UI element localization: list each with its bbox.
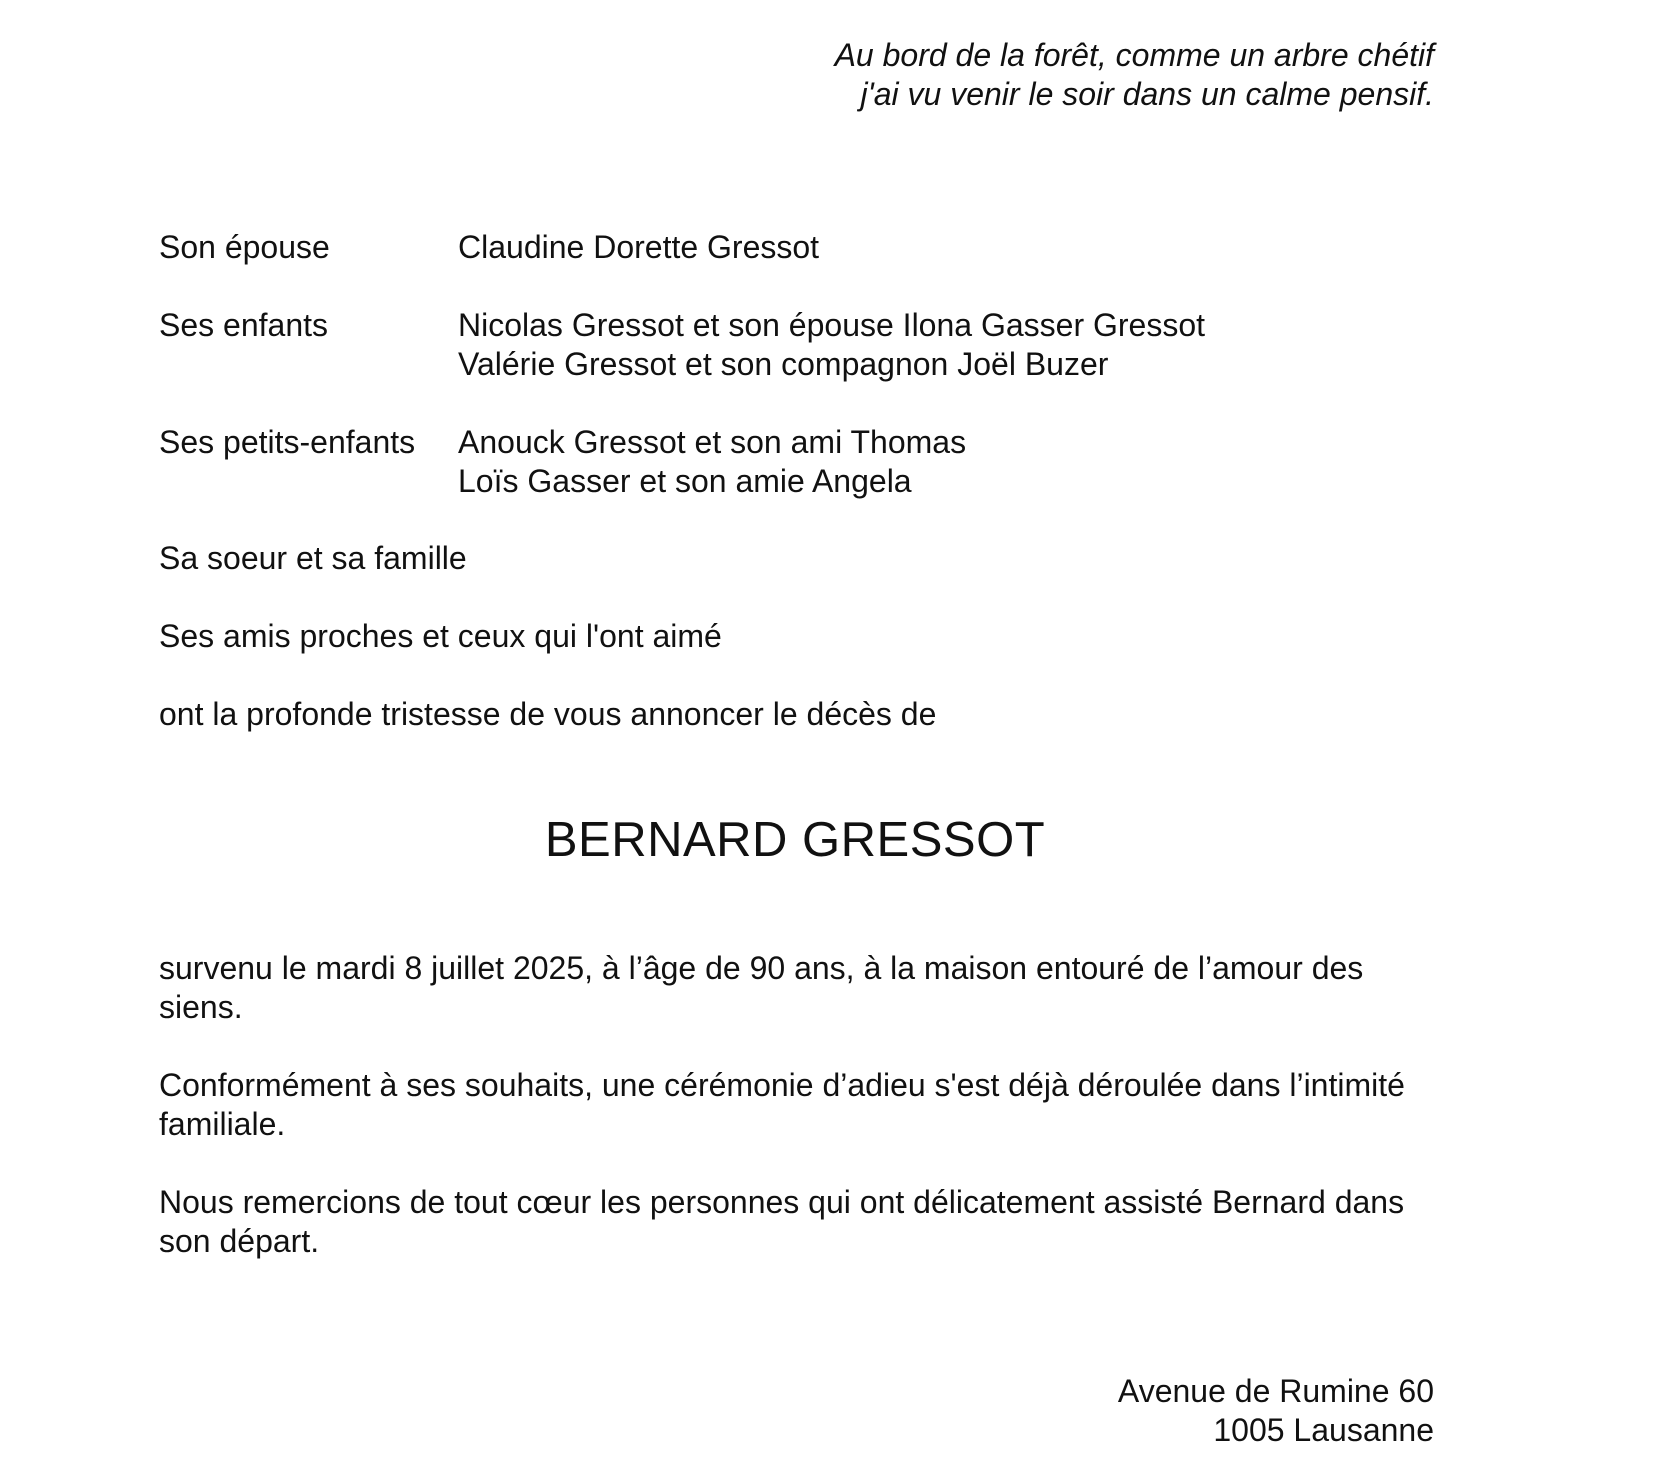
family-member: Anouck Gressot et son ami Thomas xyxy=(458,424,967,460)
address-street: Avenue de Rumine 60 xyxy=(1117,1373,1434,1409)
address-city: 1005 Lausanne xyxy=(1213,1412,1434,1448)
family-row-spouse xyxy=(159,228,1409,267)
family-member: Loïs Gasser et son amie Angela xyxy=(458,463,912,499)
family-list xyxy=(159,228,1409,540)
sister-line: Sa soeur et sa famille xyxy=(159,540,467,576)
family-label: Son épouse xyxy=(159,229,330,265)
paragraph-thanks: Nous remercions de tout cœur les personnes qui ont délicatement assisté Bernard dans son départ. xyxy=(159,1184,1405,1259)
family-names xyxy=(458,423,1409,501)
family-member: Nicolas Gressot et son épouse Ilona Gasser Gressot xyxy=(458,307,1206,343)
friends-line: Ses amis proches et ceux qui l'ont aimé xyxy=(159,618,722,654)
family-member: Claudine Dorette Gressot xyxy=(458,229,820,265)
paragraph-ceremony: Conformément à ses souhaits, une cérémonie d’adieu s'est déjà déroulée dans l’intimité familiale. xyxy=(159,1067,1405,1142)
family-label: Ses enfants xyxy=(159,307,328,343)
paragraph-death-details: survenu le mardi 8 juillet 2025, à l’âge de 90 ans, à la maison entouré de l’amour des siens. xyxy=(159,950,1364,1025)
family-label: Ses petits-enfants xyxy=(159,424,416,460)
deceased-name: BERNARD GRESSOT xyxy=(544,813,1046,867)
family-names xyxy=(458,228,1409,267)
family-row-grandchildren xyxy=(159,423,1409,501)
announcement-line: ont la profonde tristesse de vous annoncer le décès de xyxy=(159,696,937,732)
epigraph-line: j'ai vu venir le soir dans un calme pensif. xyxy=(860,76,1434,112)
epigraph-poem xyxy=(835,36,1434,114)
family-address xyxy=(1118,1372,1434,1450)
family-names xyxy=(458,306,1409,384)
family-member: Valérie Gressot et son compagnon Joël Buzer xyxy=(458,346,1109,382)
family-row-children xyxy=(159,306,1409,384)
epigraph-line: Au bord de la forêt, comme un arbre chétif xyxy=(834,37,1434,73)
